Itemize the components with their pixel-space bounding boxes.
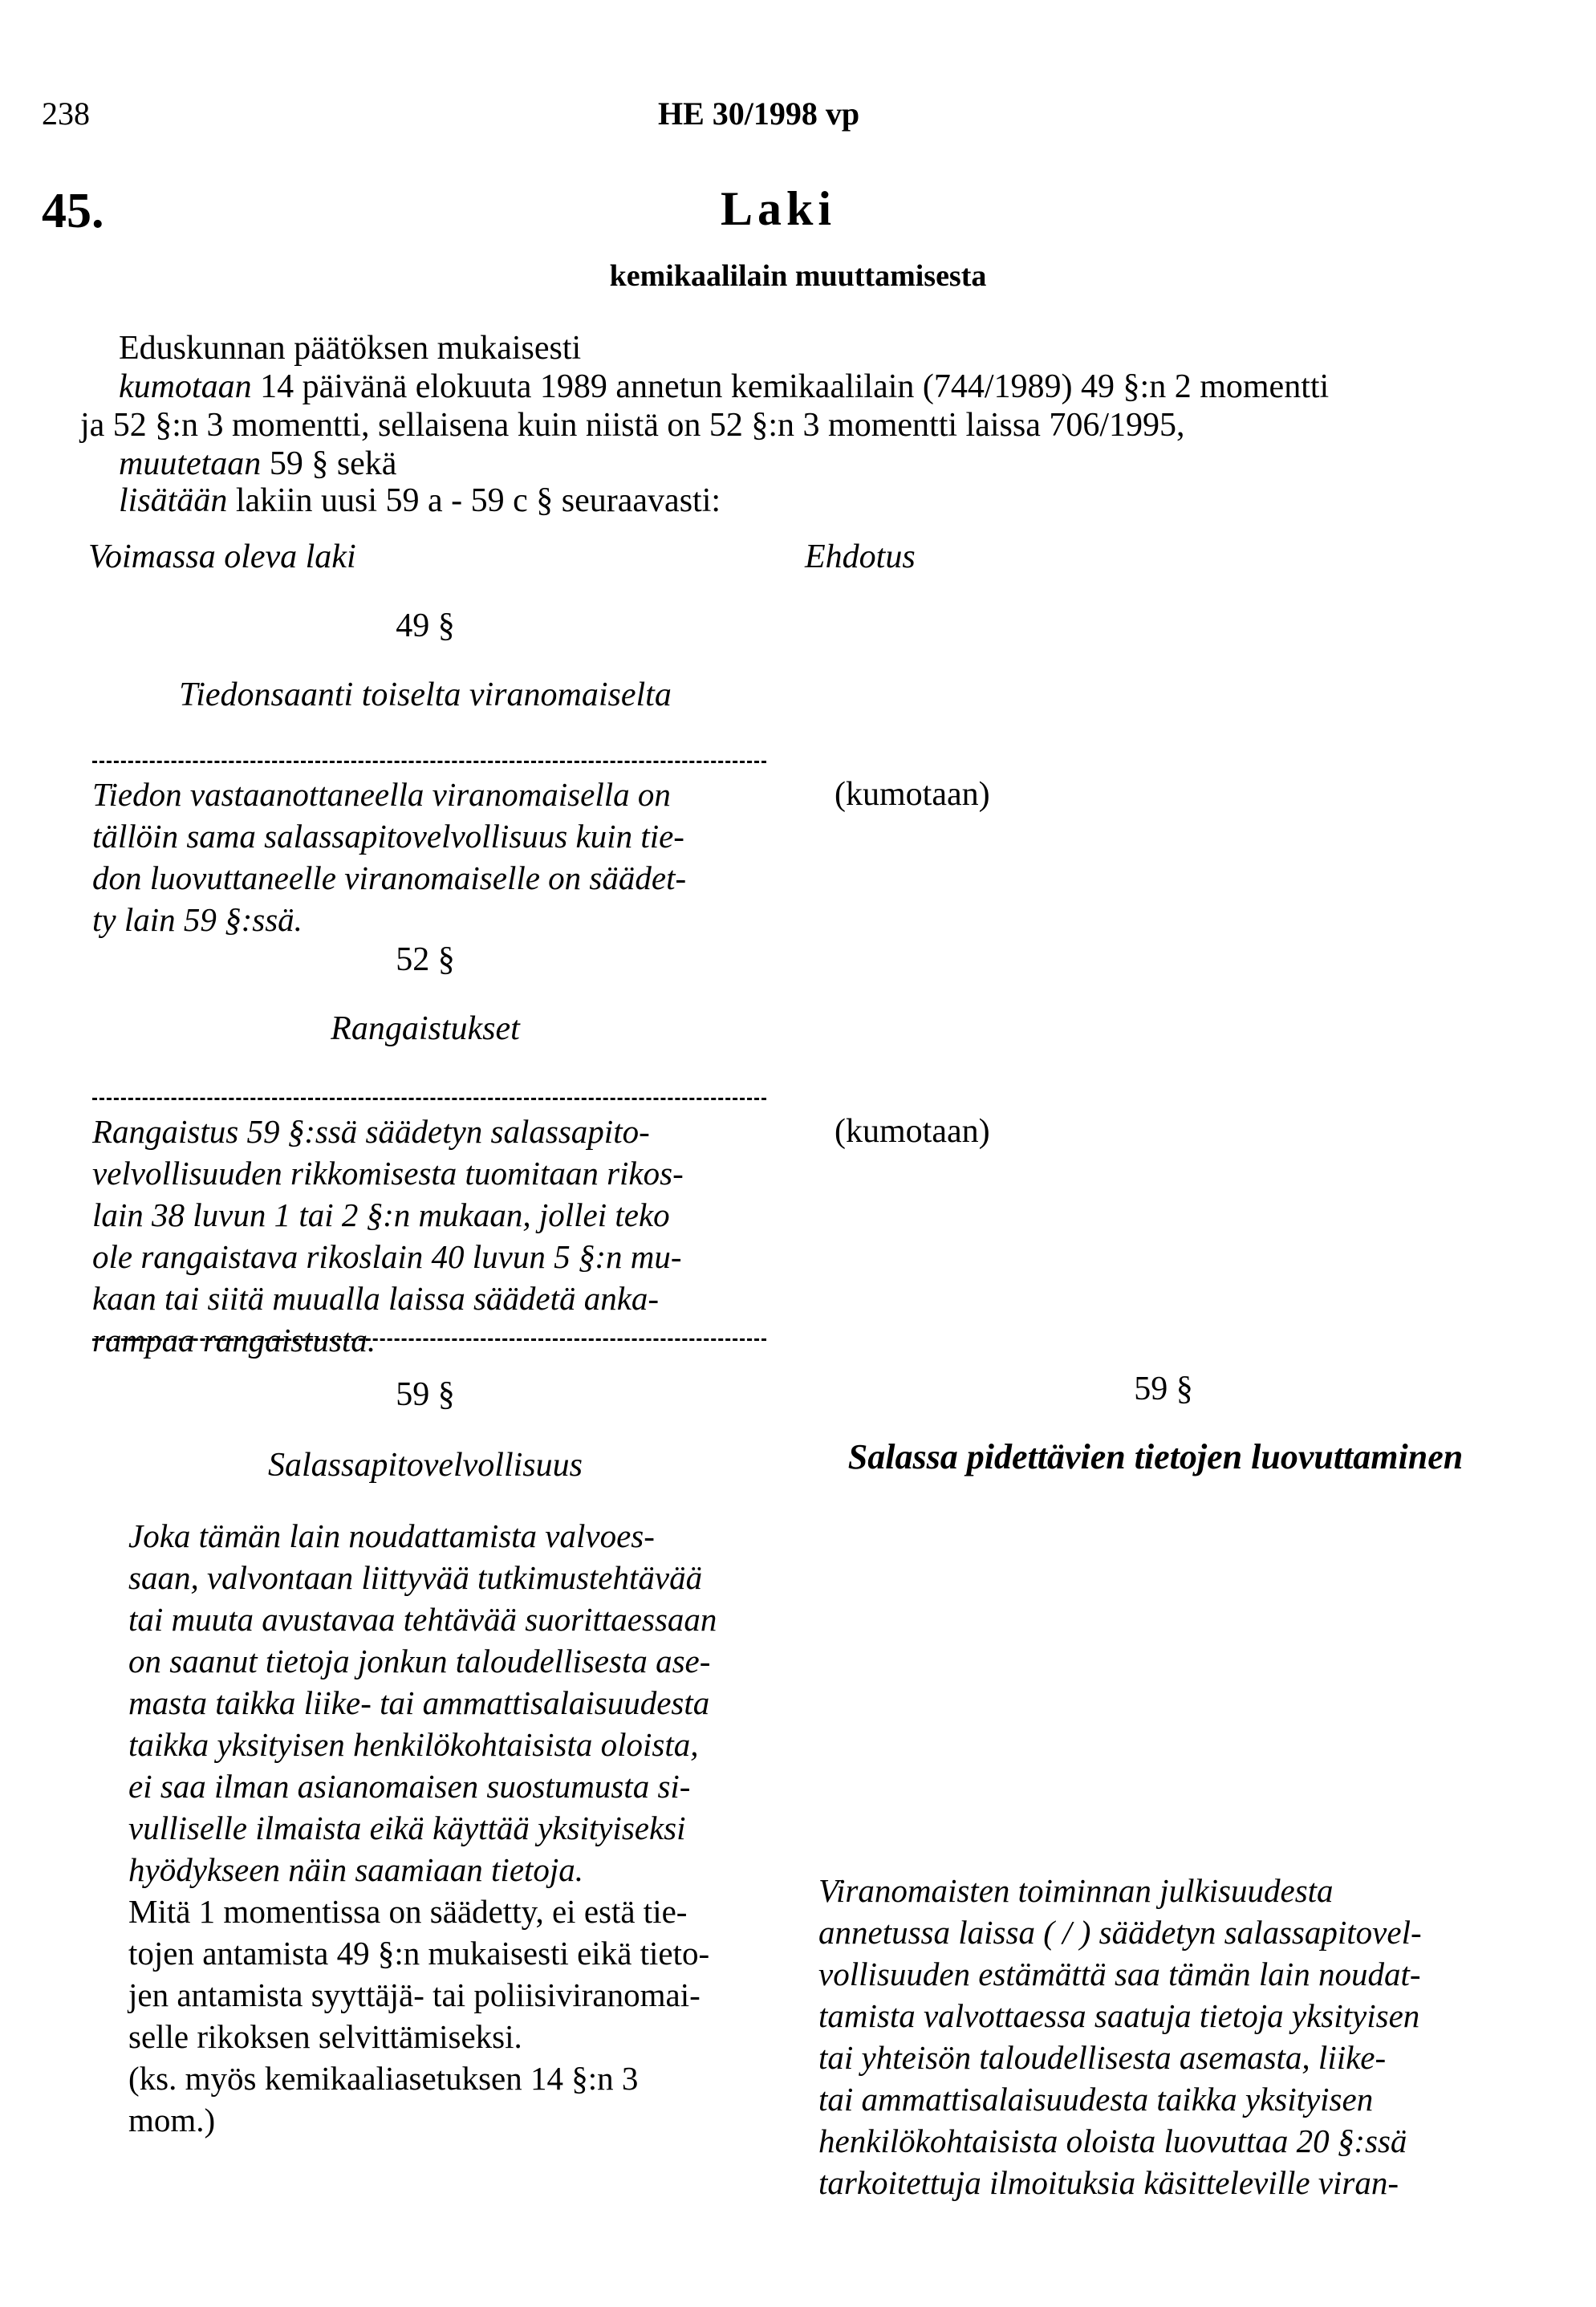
verb-lisataan: lisätään <box>119 482 228 519</box>
intro-text: 59 § sekä <box>261 445 397 482</box>
text-line: Rangaistus 59 §:ssä säädetyn salassapito- <box>92 1113 650 1150</box>
text-line: henkilökohtaisista oloista luovuttaa 20 §:ssä <box>818 2122 1407 2159</box>
section-52-current-text <box>92 1111 766 1361</box>
section-52-proposal: (kumotaan) <box>835 1113 990 1150</box>
verb-kumotaan: kumotaan <box>119 368 252 405</box>
text-line: tällöin sama salassapitovelvollisuus kuin tie- <box>92 818 684 855</box>
text-line: annetussa laissa ( / ) säädetyn salassapitovel- <box>818 1914 1422 1951</box>
text-line: ei saa ilman asianomaisen suostumusta si- <box>128 1768 691 1805</box>
text-line: lain 38 luvun 1 tai 2 §:n mukaan, jollei teko <box>92 1196 670 1233</box>
section-49-current-text <box>92 774 766 940</box>
text-line: don luovuttaneelle viranomaiselle on säädet- <box>92 859 687 896</box>
section-49-number: 49 § <box>396 607 455 644</box>
column-header-proposal: Ehdotus <box>805 538 916 575</box>
section-52-number: 52 § <box>396 941 455 978</box>
text-line: tai muuta avustavaa tehtävää suorittaessaan <box>128 1601 717 1638</box>
section-49-proposal: (kumotaan) <box>835 776 990 813</box>
intro-text: lakiin uusi 59 a - 59 c § seuraavasti: <box>227 482 721 519</box>
verb-muutetaan: muutetaan <box>119 445 262 482</box>
section-59-current-paragraph-1 <box>128 1515 770 1891</box>
text-line: ole rangaistava rikoslain 40 luvun 5 §:n mu- <box>92 1238 682 1275</box>
page-number: 238 <box>42 95 90 132</box>
document-id: HE 30/1998 vp <box>658 95 860 132</box>
text-line: Joka tämän lain noudattamista valvoes- <box>128 1517 655 1554</box>
text-line: hyödykseen näin saamiaan tietoja. <box>128 1851 584 1888</box>
text-line: (ks. myös kemikaaliasetuksen 14 §:n 3 <box>128 2060 639 2097</box>
text-line: on saanut tietoja jonkun taloudellisesta ase- <box>128 1643 711 1679</box>
section-59-current-paragraph-3 <box>128 2057 770 2141</box>
text-line: taikka yksityisen henkilökohtaisista oloista, <box>128 1726 699 1763</box>
section-59-proposal-number: 59 § <box>1134 1371 1193 1407</box>
section-59-proposal-heading: Salassa pidettävien tietojen luovuttaminen <box>847 1437 1464 1476</box>
intro-line: Eduskunnan päätöksen mukaisesti <box>119 330 582 367</box>
text-line: tojen antamista 49 §:n mukaisesti eikä tieto- <box>128 1935 710 1972</box>
text-line: tai ammattisalaisuudesta taikka yksityisen <box>818 2081 1374 2118</box>
text-line: tamista valvottaessa saatuja tietoja yksityisen <box>818 1997 1420 2034</box>
omission-divider <box>92 1098 766 1100</box>
text-line: masta taikka liike- tai ammattisalaisuudesta <box>128 1684 710 1721</box>
section-52-heading: Rangaistukset <box>331 1010 520 1047</box>
text-line: rampaa rangaistusta. <box>92 1322 376 1359</box>
text-line: selle rikoksen selvittämiseksi. <box>128 2018 522 2055</box>
section-59-proposal-text <box>818 1870 1509 2203</box>
column-header-current-law: Voimassa oleva laki <box>88 538 356 575</box>
text-line: saan, valvontaan liittyvää tutkimustehtävää <box>128 1559 703 1596</box>
intro-line <box>119 443 396 485</box>
section-59-current-number: 59 § <box>396 1376 455 1413</box>
act-number: 45. <box>42 184 104 238</box>
text-line: jen antamista syyttäjä- tai poliisiviranomai- <box>128 1976 701 2013</box>
omission-divider <box>92 1338 766 1341</box>
section-59-current-paragraph-2 <box>128 1891 770 2057</box>
intro-line <box>119 366 1329 408</box>
text-line: kaan tai siitä muualla laissa säädetä anka- <box>92 1280 660 1317</box>
text-line: velvollisuuden rikkomisesta tuomitaan rikos- <box>92 1155 684 1192</box>
intro-text: 14 päivänä elokuuta 1989 annetun kemikaalilain (744/1989) 49 §:n 2 momentti <box>251 368 1330 405</box>
text-line: vollisuuden estämättä saa tämän lain noudat- <box>818 1956 1421 1992</box>
text-line: vulliselle ilmaista eikä käyttää yksityiseksi <box>128 1809 686 1846</box>
text-line: Tiedon vastaanottaneella viranomaisella on <box>92 776 671 813</box>
act-subtitle: kemikaalilain muuttamisesta <box>609 259 987 293</box>
omission-divider <box>92 761 766 763</box>
text-line: Viranomaisten toiminnan julkisuudesta <box>818 1872 1334 1909</box>
text-line: tarkoitettuja ilmoituksia käsitteleville viran- <box>818 2164 1399 2201</box>
text-line: ty lain 59 §:ssä. <box>92 901 303 938</box>
intro-line: ja 52 §:n 3 momentti, sellaisena kuin niistä on 52 §:n 3 momentti laissa 706/1995, <box>80 407 1185 444</box>
intro-line <box>119 480 721 522</box>
section-59-current-heading: Salassapitovelvollisuus <box>268 1447 583 1484</box>
section-49-heading: Tiedonsaanti toiselta viranomaiselta <box>179 676 672 713</box>
text-line: Mitä 1 momentissa on säädetty, ei estä tie- <box>128 1893 688 1930</box>
text-line: mom.) <box>128 2102 216 2138</box>
text-line: tai yhteisön taloudellisesta asemasta, liike- <box>818 2039 1387 2076</box>
act-title: Laki <box>721 182 837 235</box>
